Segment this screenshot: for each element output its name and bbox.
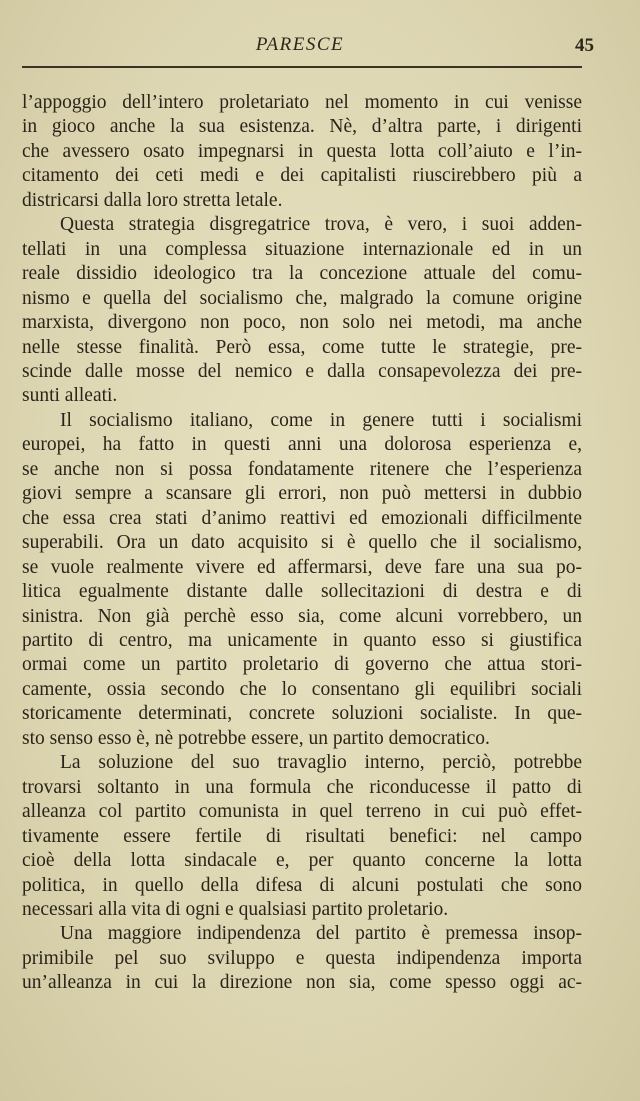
text-line: litica egualmente distante dalle sollecitazioni di destra e di: [22, 581, 582, 603]
paragraph: [22, 922, 582, 995]
text-line: politica, in quello della difesa di alcuni postulati che sono: [22, 874, 582, 896]
text-line: necessari alla vita di ogni e qualsiasi partito proletario.: [22, 898, 449, 920]
text-line: sinistra. Non già perchè esso sia, come alcuni vorrebbero, un: [22, 605, 582, 627]
text-line: tivamente essere fertile di risultati benefici: nel campo: [22, 825, 582, 847]
text-line: europei, ha fatto in questi anni una dolorosa esperienza e,: [22, 434, 582, 456]
text-line: trovarsi soltanto in una formula che riconducesse il patto di: [22, 776, 582, 798]
page-number: 45: [575, 35, 594, 56]
text-line: sto senso esso è, nè potrebbe essere, un partito democratico.: [22, 727, 490, 749]
text-line: marxista, divergono non poco, non solo nei metodi, ma anche: [22, 312, 582, 334]
text-line: Il socialismo italiano, come in genere tutti i socialismi: [60, 409, 582, 431]
text-line: scinde dalle mosse del nemico e dalla consapevolezza dei pre-: [22, 360, 582, 382]
text-line: superabili. Ora un dato acquisito si è quello che il socialismo,: [22, 532, 582, 554]
text-line: nelle stesse finalità. Però essa, come tutte le strategie, pre-: [22, 336, 582, 358]
text-line: primibile pel suo sviluppo e questa indipendenza importa: [22, 947, 582, 969]
text-line: ormai come un partito proletario di governo che attua stori-: [22, 654, 582, 676]
text-line: Una maggiore indipendenza del partito è premessa insop-: [60, 923, 582, 945]
text-line: reale dissidio ideologico tra la concezione attuale del comu-: [22, 263, 582, 285]
text-line: se anche non si possa fondatamente ritenere che l’esperienza: [22, 458, 582, 480]
text-line: sunti alleati.: [22, 385, 118, 407]
paragraph: [22, 751, 582, 922]
text-line: l’appoggio dell’intero proletariato nel momento in cui venisse: [22, 92, 582, 113]
text-line: nismo e quella del socialismo che, malgrado la comune origine: [22, 287, 582, 309]
text-line: La soluzione del suo travaglio interno, perciò, potrebbe: [60, 752, 582, 774]
text-line: che avessero osato impegnarsi in questa lotta coll’aiuto e l’in-: [22, 140, 582, 162]
text-line: Questa strategia disgregatrice trova, è vero, i suoi adden-: [60, 214, 582, 236]
text-line: se vuole realmente vivere ed affermarsi, deve fare una sua po-: [22, 556, 582, 578]
text-line: citamento dei ceti medi e dei capitalisti riuscirebbero più a: [22, 165, 582, 187]
text-line: giovi sempre a scansare gli errori, non può mettersi in dubbio: [22, 483, 582, 505]
text-line: un’alleanza in cui la direzione non sia, come spesso oggi ac-: [22, 972, 582, 994]
paragraph: [22, 91, 582, 213]
text-line: districarsi dalla loro stretta letale.: [22, 189, 283, 211]
running-title: PARESCE: [255, 34, 345, 55]
text-line: in gioco anche la sua esistenza. Nè, d’altra parte, i dirigenti: [22, 116, 582, 138]
header-rule: [22, 66, 582, 68]
text-line: cioè della lotta sindacale e, per quanto concerne la lotta: [22, 850, 582, 872]
paragraph: [22, 409, 582, 751]
paragraph: [22, 213, 582, 409]
body-text: [22, 91, 582, 996]
text-line: partito di centro, ma unicamente in quanto esso si giustifica: [22, 629, 582, 651]
text-line: storicamente determinati, concrete soluzioni socialiste. In que-: [22, 703, 582, 725]
text-line: tellati in una complessa situazione internazionale ed in un: [22, 238, 582, 260]
text-line: camente, ossia secondo che lo consentano gli equilibri sociali: [22, 678, 582, 700]
text-line: alleanza col partito comunista in quel terreno in cui può effet-: [22, 801, 582, 823]
text-line: che essa crea stati d’animo reattivi ed emozionali difficilmente: [22, 507, 582, 529]
